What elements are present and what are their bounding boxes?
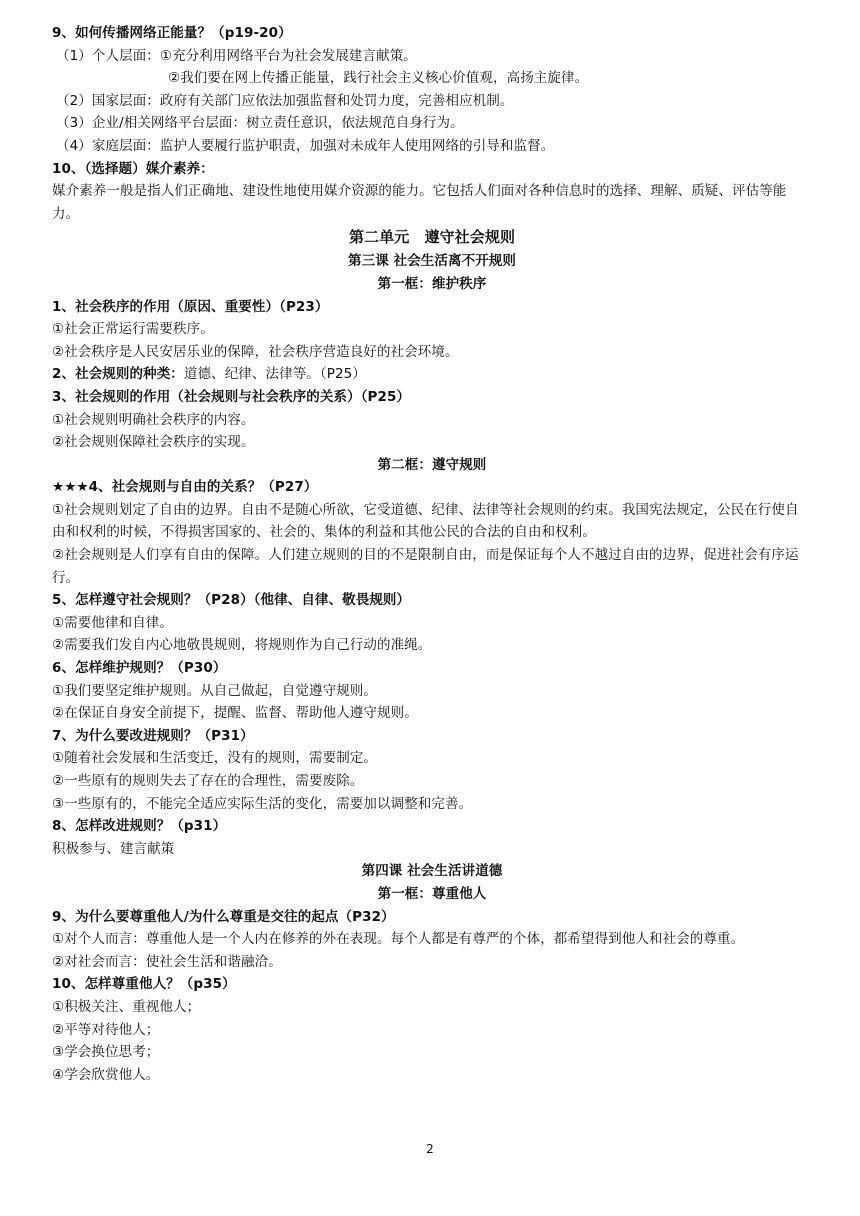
- answer-line: （3）企业/相关网络平台层面：树立责任意识，依法规范自身行为。: [56, 115, 464, 132]
- section-title: 第一框：维护秩序: [377, 275, 487, 292]
- question-heading-4: ★★★4、社会规则与自由的关系？（P27）: [52, 479, 318, 496]
- answer-line: ②我们要在网上传播正能量，践行社会主义核心价值观，高扬主旋律。: [168, 70, 589, 87]
- answer-line: ②一些原有的规则失去了存在的合理性，需要废除。: [52, 773, 364, 789]
- answer-line: ②在保证自身安全前提下，提醒、监督、帮助他人遵守规则。: [52, 705, 418, 722]
- page-number: 2: [426, 1142, 434, 1156]
- answer-line: ①我们要坚定维护规则。从自己做起，自觉遵守规则。: [52, 682, 378, 699]
- answer-paragraph: ①社会规则划定了自由的边界。自由不是随心所欲，它受道德、纪律、法律等社会规则的约束。我国宪法规定，公民在行使自由和权利的时候，不得损害国家的、社会的、集体的利益和其他公民的合法的自由和权利。: [52, 501, 799, 541]
- question-heading-10: 10、（选择题）媒介素养：: [52, 160, 214, 177]
- answer-line: ③学会换位思考；: [52, 1044, 160, 1061]
- answer-line: 积极参与、建言献策: [52, 840, 175, 857]
- answer-line: ①随着社会发展和生活变迁，没有的规则，需要制定。: [52, 750, 378, 767]
- question-heading-6: 6、怎样维护规则？（P30）: [52, 660, 227, 677]
- answer-line: ①积极关注、重视他人；: [52, 998, 201, 1015]
- question-heading-9: 9、如何传播网络正能量？（p19-20）: [52, 25, 292, 41]
- answer-line: ①需要他律和自律。: [52, 614, 174, 631]
- question-heading-8: 8、怎样改进规则？（p31）: [52, 818, 227, 835]
- answer-line: ③一些原有的，不能完全适应实际生活的变化，需要加以调整和完善。: [52, 795, 473, 812]
- answer-paragraph: ②社会规则是人们享有自由的保障。人们建立规则的目的不是限制自由，而是保证每个人不越过自由的边界，促进社会有序运行。: [52, 547, 799, 586]
- answer-line: ②社会秩序是人民安居乐业的保障，社会秩序营造良好的社会环境。: [52, 343, 459, 360]
- answer-line: （2）国家层面：政府有关部门应依法加强监督和处罚力度，完善相应机制。: [56, 92, 514, 109]
- lesson-title: 第四课 社会生活讲道德: [361, 863, 503, 880]
- answer-line: ②社会规则保障社会秩序的实现。: [52, 434, 255, 451]
- answer-line: ②平等对待他人；: [52, 1021, 160, 1038]
- question-heading-5: 5、怎样遵守社会规则？（P28）（他律、自律、敬畏规则）: [52, 592, 411, 609]
- question-heading-10b: 10、怎样尊重他人？（p35）: [52, 976, 236, 993]
- unit-title: 第二单元 遵守社会规则: [348, 228, 516, 247]
- answer-line: （1）个人层面：①充分利用网络平台为社会发展建言献策。: [56, 47, 417, 64]
- lesson-title: 第三课 社会生活离不开规则: [348, 253, 516, 270]
- question-heading-2-answer: 道德、纪律、法律等。（P25）: [183, 366, 366, 383]
- question-heading-2: [52, 363, 812, 386]
- answer-line: ②对社会而言：使社会生活和谐融洽。: [52, 953, 282, 970]
- section-title: 第一框：尊重他人: [377, 885, 487, 902]
- answer-line: ④学会欣赏他人。: [52, 1066, 160, 1083]
- answer-line: ①社会规则明确社会秩序的内容。: [52, 411, 255, 428]
- section-title: 第二框：遵守规则: [377, 456, 487, 473]
- question-heading-2-label: 2、社会规则的种类：: [52, 366, 184, 383]
- question-heading-3: 3、社会规则的作用（社会规则与社会秩序的关系）（P25）: [52, 388, 411, 405]
- question-heading-7: 7、为什么要改进规则？（P31）: [52, 727, 254, 744]
- answer-line: （4）家庭层面：监护人要履行监护职责，加强对未成年人使用网络的引导和监督。: [56, 137, 555, 154]
- answer-line: ①社会正常运行需要秩序。: [52, 321, 214, 338]
- question-heading-9b: 9、为什么要尊重他人/为什么尊重是交往的起点（P32）: [52, 908, 395, 925]
- answer-line: ②需要我们发自内心地敬畏规则，将规则作为自己行动的准绳。: [52, 637, 432, 654]
- document-page: [52, 22, 812, 1086]
- answer-paragraph: 媒介素养一般是指人们正确地、建设性地使用媒介资源的能力。它包括人们面对各种信息时的选择、理解、质疑、评估等能力。: [52, 183, 787, 222]
- question-heading-1: 1、社会秩序的作用（原因、重要性）（P23）: [52, 298, 329, 315]
- answer-paragraph: ①对个人而言：尊重他人是一个人内在修养的外在表现。每个人都是有尊严的个体，都希望得到他人和社会的尊重。: [52, 931, 745, 948]
